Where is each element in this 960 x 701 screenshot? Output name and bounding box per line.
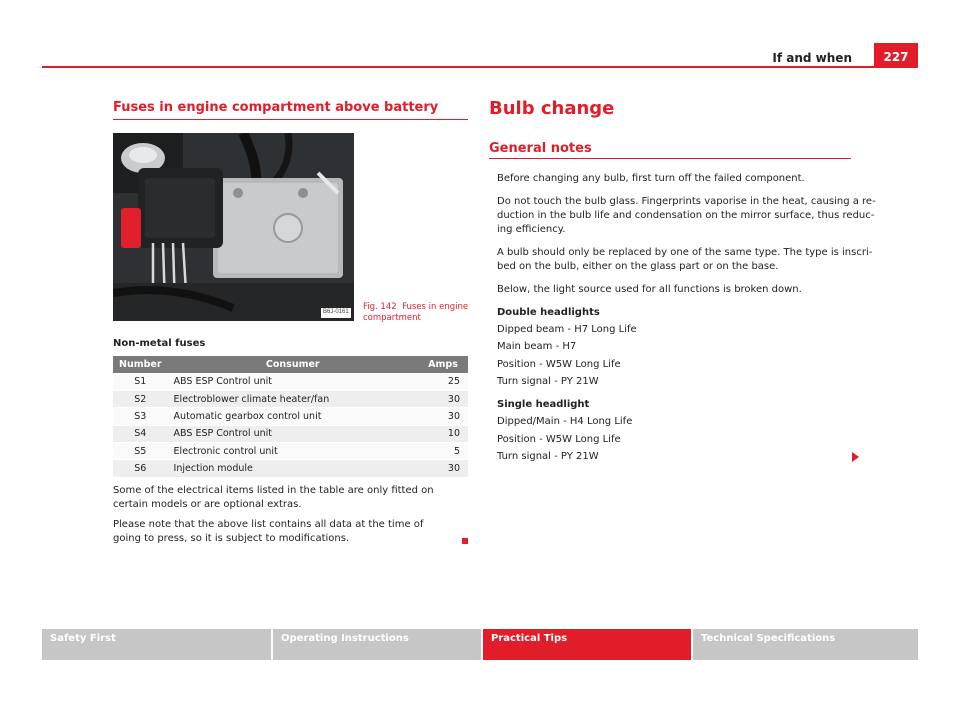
fuse-amps: 10 [418,425,468,442]
fuse-amps: 30 [418,460,468,477]
fuse-consumer: Electroblower climate heater/fan [168,390,418,407]
note-optional-extras: Some of the electrical items listed in the table are only fitted on certain models or are optional extras. [113,485,434,510]
fuse-number: S5 [113,443,168,460]
section-title-fuses: Fuses in engine compartment above battery [113,100,439,115]
figure-caption [363,302,473,324]
subtitle-general-notes: General notes [489,141,592,156]
bulb-item: Turn signal - PY 21W [497,376,599,387]
section-end-marker [462,538,468,544]
fuse-amps: 30 [418,390,468,407]
col-number-header: Number [113,356,168,373]
tab-practical-tips[interactable]: Practical Tips [483,629,691,660]
bulb-item: Position - W5W Long Life [497,434,621,445]
subtitle-rule [489,158,851,159]
paragraph-glass-line-2: duction in the bulb life and condensation on the mirror surface, thus reduc- [497,210,875,221]
bulb-item: Dipped/Main - H4 Long Life [497,416,633,427]
table-row [113,408,468,425]
fuse-consumer: Injection module [168,460,418,477]
tab-safety-first[interactable]: Safety First [42,629,271,660]
table-header-row [113,356,468,373]
continue-arrow-icon [852,452,859,462]
table-row [113,425,468,442]
tab-technical-specifications[interactable]: Technical Specifications [693,629,918,660]
fuse-number: S6 [113,460,168,477]
fuse-number: S2 [113,390,168,407]
table-row [113,390,468,407]
bulb-item: Position - W5W Long Life [497,359,621,370]
running-title: If and when [772,51,852,65]
paragraph-type-line-1: A bulb should only be replaced by one of the same type. The type is inscri- [497,247,873,258]
note-modifications: Please note that the above list contains all data at the time of going to press, so it is subject to modifications. [113,519,424,544]
bulb-item: Turn signal - PY 21W [497,451,599,462]
table-row [113,460,468,477]
page-number: 227 [874,43,918,68]
paragraph-glass-line-3: ing efficiency. [497,224,566,235]
table-row [113,443,468,460]
figure-caption-text: Fuses in engine compartment [363,302,469,323]
col-amps-header: Amps [418,356,468,373]
tab-operating-instructions[interactable]: Operating Instructions [273,629,481,660]
paragraph-type-line-2: bed on the bulb, either on the glass part or on the base. [497,261,779,272]
paragraph-turn-off: Before changing any bulb, first turn off the failed component. [497,173,805,184]
fuse-consumer: Electronic control unit [168,443,418,460]
fuse-number: S4 [113,425,168,442]
paragraph-glass-line-1: Do not touch the bulb glass. Fingerprints vaporise in the heat, causing a re- [497,196,876,207]
figure-code: B6J-0161 [323,309,349,315]
engine-fuse-photo [113,133,354,321]
fuse-consumer: ABS ESP Control unit [168,373,418,390]
chapter-title-bulb-change: Bulb change [489,98,615,119]
bulb-item: Dipped beam - H7 Long Life [497,324,637,335]
section-rule [113,119,468,120]
heading-single-headlight: Single headlight [497,399,590,410]
paragraph-light-sources: Below, the light source used for all functions is broken down. [497,284,802,295]
heading-double-headlights: Double headlights [497,307,600,318]
header-rule [42,66,918,68]
fuse-amps: 30 [418,408,468,425]
fuse-amps: 5 [418,443,468,460]
fuse-table [113,356,468,477]
fuse-consumer: Automatic gearbox control unit [168,408,418,425]
footer-nav [42,629,918,660]
fuse-number: S1 [113,373,168,390]
fuse-number: S3 [113,408,168,425]
fuse-consumer: ABS ESP Control unit [168,425,418,442]
col-consumer-header: Consumer [168,356,418,373]
table-row [113,373,468,390]
table-title: Non-metal fuses [113,338,206,349]
bulb-item: Main beam - H7 [497,341,577,352]
fuse-amps: 25 [418,373,468,390]
figure-number: Fig. 142 [363,302,397,312]
